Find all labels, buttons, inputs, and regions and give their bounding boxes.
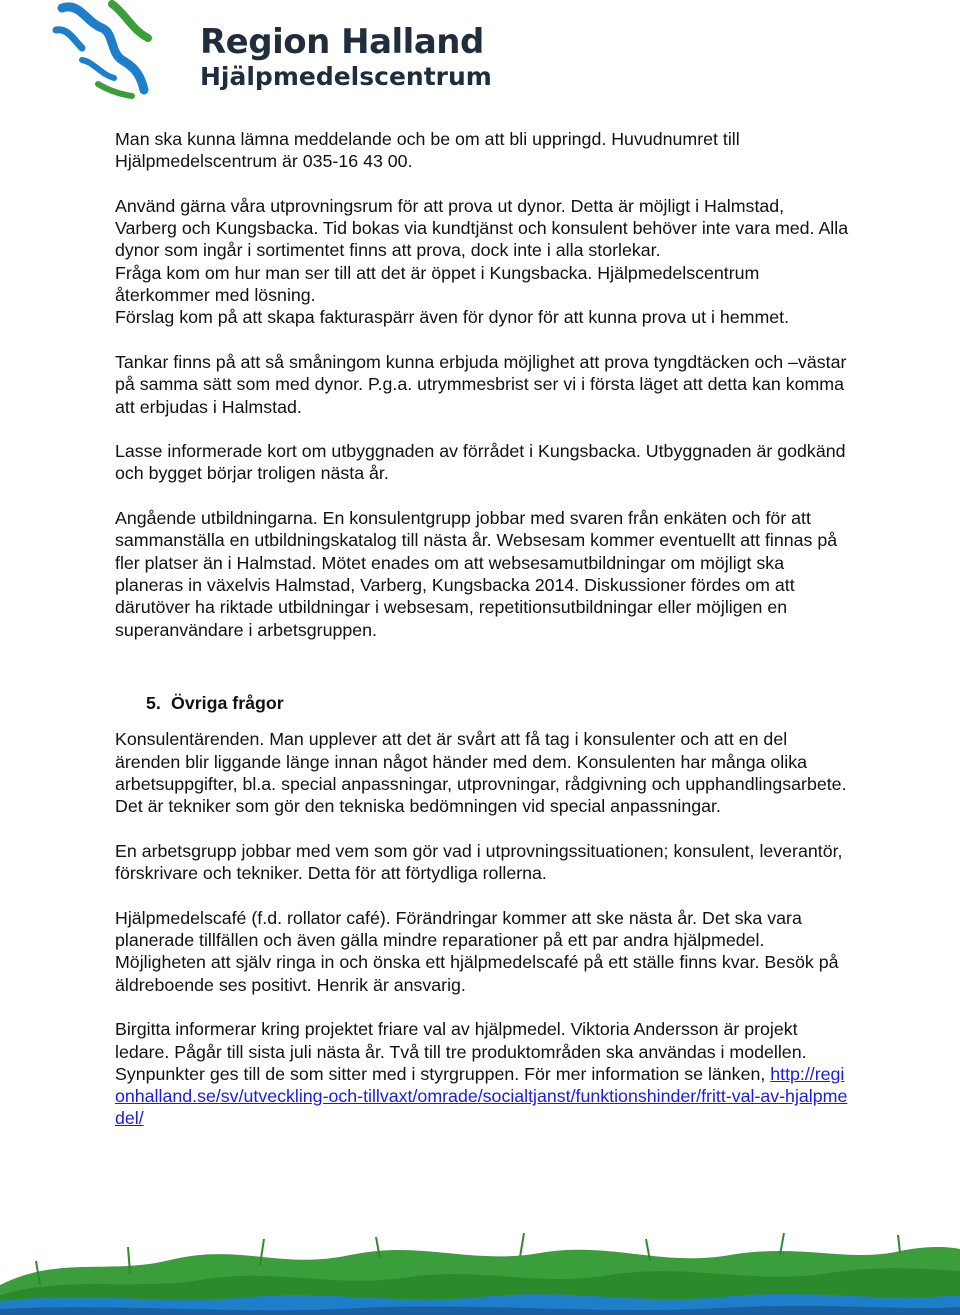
paragraph-training: Angående utbildningarna. En konsulentgrupp jobbar med svaren från enkäten och för att sammanställa en utbildningskatalog till nästa år. Websesam kommer eventuellt att finnas på fler platser än i Halmstad. Mötet enades om att websesamutbildningar om möjligt ska planeras in växelvis Halmstad, Varberg, Kungsbacka 2014. Diskussioner fördes om att därutöver ha riktade utbildningar i websesam, repetitionsutbildningar eller möjligen en superanvändare i arbetsgruppen. <box>115 508 838 640</box>
document-body <box>115 128 850 1152</box>
project-info-link[interactable]: http://regionhalland.se/sv/utveckling-och-tillvaxt/omrade/socialtjanst/funktionshinder/fritt-val-av-hjalpmedel/ <box>115 1063 848 1129</box>
paragraph-storage-expansion: Lasse informerade kort om utbyggnaden av förrådet i Kungsbacka. Utbyggnaden är godkänd och bygget börjar troligen nästa år. <box>115 441 846 484</box>
grass-wave-band-icon <box>0 1225 960 1315</box>
paragraph-testing-rooms <box>115 195 850 329</box>
paragraph-weighted-blankets: Tankar finns på att så småningom kunna erbjuda möjlighet att prova tyngdtäcken och –västar på samma sätt som med dynor. P.g.a. utrymmesbrist ser vi i första läget att detta kan komma att erbjudas i Halmstad. <box>115 351 847 417</box>
paragraph-free-choice-text: Birgitta informerar kring projektet friare val av hjälpmedel. Viktoria Andersson är projekt ledare. Pågår till sista juli nästa år. Två till tre produktområden ska användas i modellen. Synpunkter ges till de som sitter med i styrgruppen. För mer information se länken, <box>115 1019 807 1084</box>
paragraph-contact: Man ska kunna lämna meddelande och be om att bli uppringd. Huvudnumret till Hjälpmedelscentrum är 035-16 43 00. <box>115 129 740 172</box>
spacer <box>115 663 850 681</box>
paragraph-consultant-cases: Konsulentärenden. Man upplever att det är svårt att få tag i konsulenter och att en del ärenden blir liggande länge innan något händer med dem. Konsulenten har många olika arbetsuppgifter, bl.a. special anpassningar, utprovningar, rådgivning och upphandlingsarbete. Det är tekniker som gör den tekniska bedömningen vid special anpassningar. <box>115 729 847 817</box>
paragraph-aid-cafe: Hjälpmedelscafé (f.d. rollator café). Förändringar kommer att ske nästa år. Det ska vara planerade tillfällen och även gälla mindre reparationer på ett par andra hjälpmedel. Möjligheten att själv ringa in och önska ett hjälpmedelscafé på ett ställe finns kvar. Besök på äldreboende ses positivt. Henrik är ansvarig. <box>115 907 839 995</box>
paragraph-working-group: En arbetsgrupp jobbar med vem som gör vad i utprovningssituationen; konsulent, leverantör, förskrivare och tekniker. Detta för att förtydliga rollerna. <box>115 840 843 884</box>
paragraph-testing-rooms-c: Förslag kom på att skapa fakturaspärr även för dynor för att kunna prova ut i hemmet. <box>115 307 790 328</box>
section-title: Övriga frågor <box>171 693 284 714</box>
paragraph-testing-rooms-a: Använd gärna våra utprovningsrum för att prova ut dynor. Detta är möjligt i Halmstad, Varberg och Kungsbacka. Tid bokas via kundtjänst och konsulent behöver inte vara med. Alla dynor som ingår i sortimentet finns att prova, dock inte i alla storlekar. <box>115 195 849 261</box>
department-name: Hjälpmedelscentrum <box>200 62 492 91</box>
section-heading <box>115 692 850 714</box>
paragraph-free-choice-project <box>115 1018 850 1129</box>
header-logo <box>52 0 492 100</box>
organization-name: Region Halland <box>200 22 484 62</box>
section-number: 5. <box>146 693 161 714</box>
region-halland-logo-icon <box>52 0 152 100</box>
paragraph-testing-rooms-b: Fråga kom om hur man ser till att det är öppet i Kungsbacka. Hjälpmedelscentrum återkommer med lösning. <box>115 262 760 306</box>
